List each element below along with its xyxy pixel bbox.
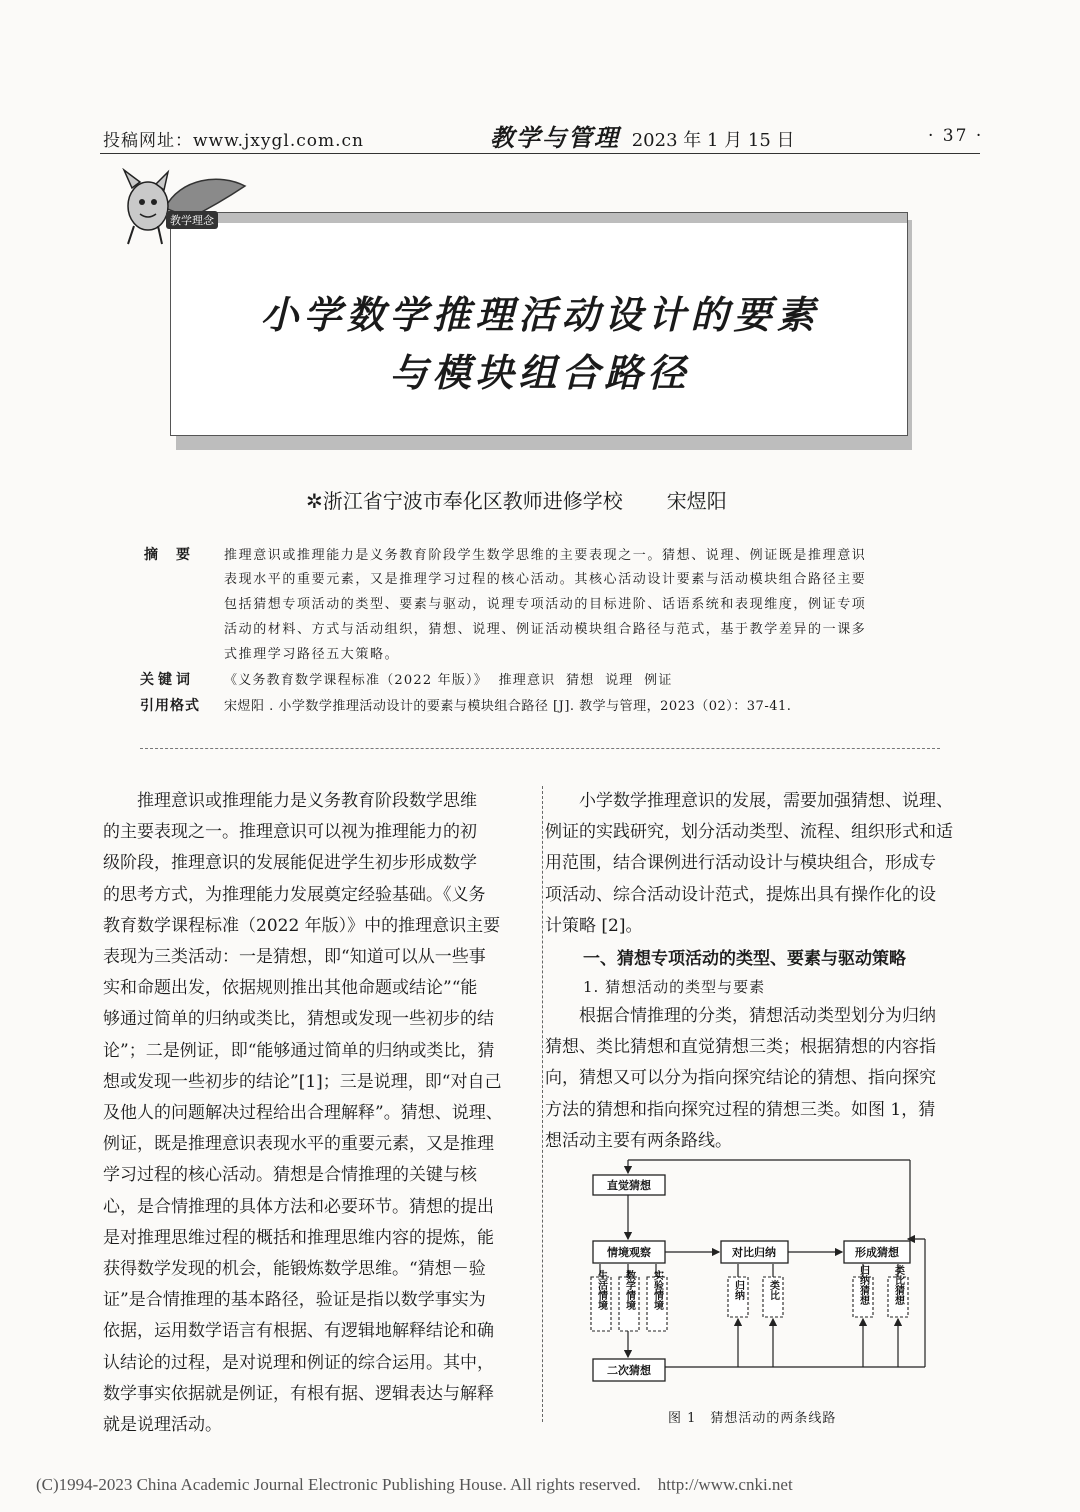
- body-text-line: 认结论的过程，是对说理和例证的综合运用。其中，: [103, 1352, 494, 1373]
- body-text-line: 推理意识或推理能力是义务教育阶段数学思维: [103, 791, 477, 811]
- subnode-label: 数学情境: [623, 1270, 635, 1310]
- column-divider: [542, 786, 543, 1422]
- author-line: [306, 485, 727, 514]
- body-text-line: 论”；二是例证，即“能够通过简单的归纳或类比，猜: [103, 1040, 495, 1061]
- body-text-line: 向，猜想又可以分为指向探究结论的猜想、指向探究: [545, 1068, 936, 1089]
- body-text-line: 数学事实依据就是例证，有根有据、逻辑表达与解释: [103, 1383, 494, 1404]
- body-text-line: 根据合情推理的分类，猜想活动类型划分为归纳: [545, 1006, 936, 1026]
- keywords-label: 关键词: [140, 672, 194, 688]
- node-label: 情境观察: [607, 1246, 651, 1259]
- body-text-line: 依据，运用数学语言有根据、有逻辑地解释结论和确: [103, 1321, 494, 1342]
- node-label: 直觉猜想: [607, 1179, 651, 1192]
- body-text-line: 证”是合情推理的基本路径，验证是指以数学事实为: [103, 1290, 486, 1311]
- author-name: 宋煜阳: [666, 489, 727, 513]
- body-text-line: 用范围，结合课例进行活动设计与模块组合，形成专: [545, 853, 936, 874]
- body-text-line: 表现为三类活动：一是猜想，即“知道可以从一些事: [103, 947, 486, 967]
- abstract-line: 活动的材料、方式与活动组织，猜想、说理、例证活动模块组合路径与范式，基于教学差异的一课多: [224, 622, 867, 637]
- abstract-line: 推理意识或推理能力是义务教育阶段学生数学思维的主要表现之一。猜想、说理、例证既是推理意识: [224, 548, 867, 563]
- journal-masthead: [490, 118, 795, 153]
- mascot-illustration-icon: [110, 168, 250, 248]
- body-text-line: 够通过简单的归纳或类比，猜想或发现一些初步的结: [103, 1009, 494, 1030]
- node-label: 二次猜想: [607, 1364, 651, 1377]
- body-text-line: 及他人的问题解决过程给出合理解释”。猜想、说理、: [103, 1103, 503, 1123]
- abstract-divider: [140, 748, 940, 749]
- abstract-label: 摘要: [144, 547, 208, 563]
- abstract-line: 包括猜想专项活动的类型、要素与驱动，说理专项活动的目标进阶、话语系统和表现维度，例证专项: [224, 597, 867, 612]
- keywords-text: 《义务教育数学课程标准（2022 年版）》 推理意识 猜想 说理 例证: [224, 673, 673, 688]
- body-text-line: 级阶段，推理意识的发展能促进学生初步形成数学: [103, 853, 477, 874]
- body-text-line: 教育数学课程标准（2022 年版）》中的推理意识主要: [103, 915, 501, 936]
- subnode-label: 类比猜想: [892, 1265, 904, 1305]
- abstract-line: 式推理学习路径五大策略。: [224, 647, 400, 662]
- body-text-line: 计策略 [2]。: [545, 915, 643, 936]
- abstract-line: 表现水平的重要元素，又是推理学习过程的核心活动。其核心活动设计要素与活动模块组合路径主要: [224, 572, 867, 587]
- body-text-line: 的思考方式，为推理能力发展奠定经验基础。《义务: [103, 884, 486, 905]
- section-heading: 一、猜想专项活动的类型、要素与驱动策略: [583, 949, 906, 969]
- body-text-line: 的主要表现之一。推理意识可以视为推理能力的初: [103, 822, 477, 843]
- node-label: 形成猜想: [855, 1246, 899, 1259]
- figure-1-diagram: [545, 1157, 945, 1402]
- body-text-line: 例证的实践研究，划分活动类型、流程、组织形式和适: [545, 822, 953, 843]
- subnode-label: 归纳猜想: [857, 1265, 869, 1305]
- subsection-heading: 1. 猜想活动的类型与要素: [583, 978, 766, 996]
- body-text-line: 项活动、综合活动设计范式，提炼出具有操作化的设: [545, 884, 936, 905]
- journal-title: 教学与管理: [490, 123, 620, 152]
- figure-caption: 图 1 猜想活动的两条线路: [668, 1411, 837, 1426]
- copyright-footer: (C)1994-2023 China Academic Journal Electronic Publishing House. All rights reserved. http://www.cnki.net: [36, 1475, 793, 1494]
- body-text-line: 方法的猜想和指向探究过程的猜想三类。如图 1，猜: [545, 1099, 936, 1120]
- header-rule: [100, 153, 980, 154]
- subnode-label: 类比: [767, 1280, 779, 1300]
- body-text-line: 想活动主要有两条路线。: [545, 1130, 732, 1151]
- submission-site: 投稿网址：www.jxygl.com.cn: [103, 131, 364, 151]
- body-text-line: 是对推理思维过程的概括和推理思维内容的提炼，能: [103, 1227, 494, 1248]
- citation-label: 引用格式: [140, 698, 200, 714]
- column-tag: 教学理念: [166, 211, 218, 229]
- body-text-line: 学习过程的核心活动。猜想是合情推理的关键与核: [103, 1165, 477, 1186]
- citation-text: 宋煜阳 . 小学数学推理活动设计的要素与模块组合路径 [J]. 教学与管理，2023（02）：37-41.: [224, 699, 792, 714]
- body-text-line: 获得数学发现的机会，能锻炼数学思维。“猜想－验: [103, 1259, 486, 1279]
- article-title-line-2: 与模块组合路径: [389, 350, 691, 395]
- page-number: · 37 ·: [928, 126, 984, 146]
- author-affiliation: ✲浙江省宁波市奉化区教师进修学校: [306, 489, 623, 513]
- body-text-line: 想或发现一些初步的结论”[1]；三是说理，即“对自己: [103, 1071, 502, 1092]
- article-title-line-1: 小学数学推理活动设计的要素: [260, 292, 820, 337]
- body-text-line: 小学数学推理意识的发展，需要加强猜想、说理、: [545, 791, 953, 811]
- body-text-line: 猜想、类比猜想和直觉猜想三类；根据猜想的内容指: [545, 1037, 936, 1058]
- body-text-line: 实和命题出发，依据规则推出其他命题或结论”“能: [103, 978, 478, 999]
- issue-date: 2023 年 1 月 15 日: [631, 130, 795, 151]
- subnode-label: 归纳: [732, 1280, 744, 1300]
- node-label: 对比归纳: [732, 1246, 776, 1259]
- body-text-line: 就是说理活动。: [103, 1415, 222, 1435]
- body-text-line: 例证，既是推理意识表现水平的重要元素，又是推理: [103, 1134, 494, 1155]
- subnode-label: 生活情境: [595, 1270, 607, 1310]
- subnode-label: 实验情境: [651, 1270, 663, 1310]
- body-text-line: 心，是合情推理的具体方法和必要环节。猜想的提出: [103, 1196, 494, 1217]
